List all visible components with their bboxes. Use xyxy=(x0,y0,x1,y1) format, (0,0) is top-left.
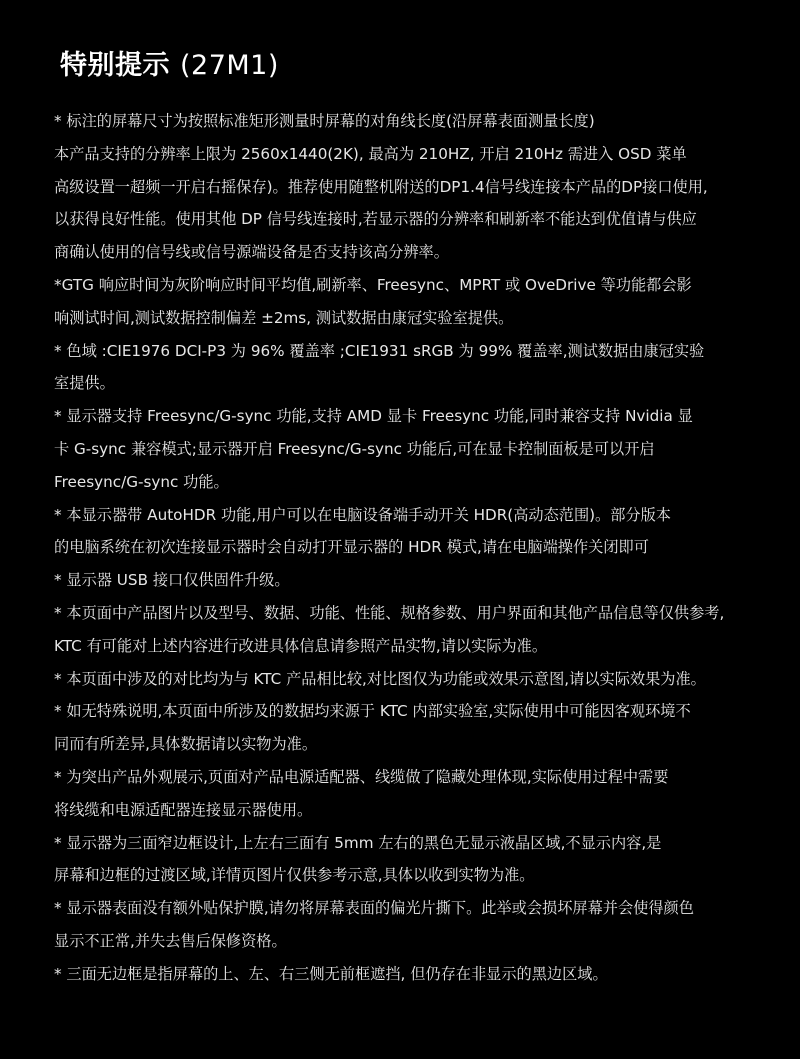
model-number: (27M1) xyxy=(180,50,279,81)
note-line: 显示不正常,并失去售后保修资格。 xyxy=(54,931,287,950)
note-line: 屏幕和边框的过渡区域,详情页图片仅供参考示意,具体以收到实物为准。 xyxy=(54,866,535,885)
note-line: * 色域 :CIE1976 DCI-P3 为 96% 覆盖率 ;CIE1931 sRGB 为 99% 覆盖率,测试数据由康冠实验 xyxy=(54,341,705,360)
note-line: 同而有所差异,具体数据请以实物为准。 xyxy=(54,735,318,754)
note-line: * 本显示器带 AutoHDR 功能,用户可以在电脑设备端手动开关 HDR(高动态范围)。部分版本 xyxy=(54,505,671,524)
page-title-text: 特别提示 xyxy=(60,50,170,81)
note-line: * 显示器为三面窄边框设计,上左右三面有 5mm 左右的黑色无显示液晶区域,不显示内容,是 xyxy=(54,833,662,852)
note-line: 将线缆和电源适配器连接显示器使用。 xyxy=(54,800,313,819)
note-line: * 如无特殊说明,本页面中所涉及的数据均来源于 KTC 内部实验室,实际使用中可能因客观环境不 xyxy=(54,702,691,721)
note-line: * 本页面中涉及的对比均为与 KTC 产品相比较,对比图仅为功能或效果示意图,请以实际效果为准。 xyxy=(54,669,706,688)
note-line: * 显示器支持 Freesync/G-sync 功能,支持 AMD 显卡 Freesync 功能,同时兼容支持 Nvidia 显 xyxy=(54,407,693,426)
note-line: 室提供。 xyxy=(54,374,115,393)
note-line: Freesync/G-sync 功能。 xyxy=(54,472,229,491)
note-line: 的电脑系统在初次连接显示器时会自动打开显示器的 HDR 模式,请在电脑端操作关闭即可 xyxy=(54,538,649,557)
note-line: 以获得良好性能。使用其他 DP 信号线连接时,若显示器的分辨率和刷新率不能达到优值请与供应 xyxy=(54,210,697,229)
note-line: *GTG 响应时间为灰阶响应时间平均值,刷新率、Freesync、MPRT 或 OveDrive 等功能都会影 xyxy=(54,275,692,294)
note-line: 高级设置一超频一开启右摇保存)。推荐使用随整机附送的DP1.4信号线连接本产品的DP接口使用, xyxy=(54,177,708,196)
note-line: * 显示器表面没有额外贴保护膜,请勿将屏幕表面的偏光片撕下。此举或会损坏屏幕并会使得颜色 xyxy=(54,899,694,918)
note-line: 本产品支持的分辨率上限为 2560x1440(2K), 最高为 210HZ, 开启 210Hz 需进入 OSD 菜单 xyxy=(54,144,687,163)
page-title xyxy=(60,44,279,88)
note-line: * 标注的屏幕尺寸为按照标准矩形测量时屏幕的对角线长度(沿屏幕表面测量长度) xyxy=(54,112,595,130)
note-line: 卡 G-sync 兼容模式;显示器开启 Freesync/G-sync 功能后,可在显卡控制面板是可以开启 xyxy=(54,439,655,458)
note-line: 响测试时间,测试数据控制偏差 ±2ms, 测试数据由康冠实验室提供。 xyxy=(54,308,514,327)
note-line: 商确认使用的信号线或信号源端设备是否支持该高分辨率。 xyxy=(54,243,449,262)
note-line: * 为突出产品外观展示,页面对产品电源适配器、线缆做了隐藏处理体现,实际使用过程中需要 xyxy=(54,767,669,786)
note-line: * 显示器 USB 接口仅供固件升级。 xyxy=(54,571,290,590)
notes-list xyxy=(54,105,766,991)
note-line: * 三面无边框是指屏幕的上、左、右三侧无前框遮挡, 但仍存在非显示的黑边区域。 xyxy=(54,964,608,983)
note-line: KTC 有可能对上述内容进行改进具体信息请参照产品实物,请以实际为准。 xyxy=(54,636,548,655)
note-line: * 本页面中产品图片以及型号、数据、功能、性能、规格参数、用户界面和其他产品信息等仅供参考, xyxy=(54,603,725,622)
